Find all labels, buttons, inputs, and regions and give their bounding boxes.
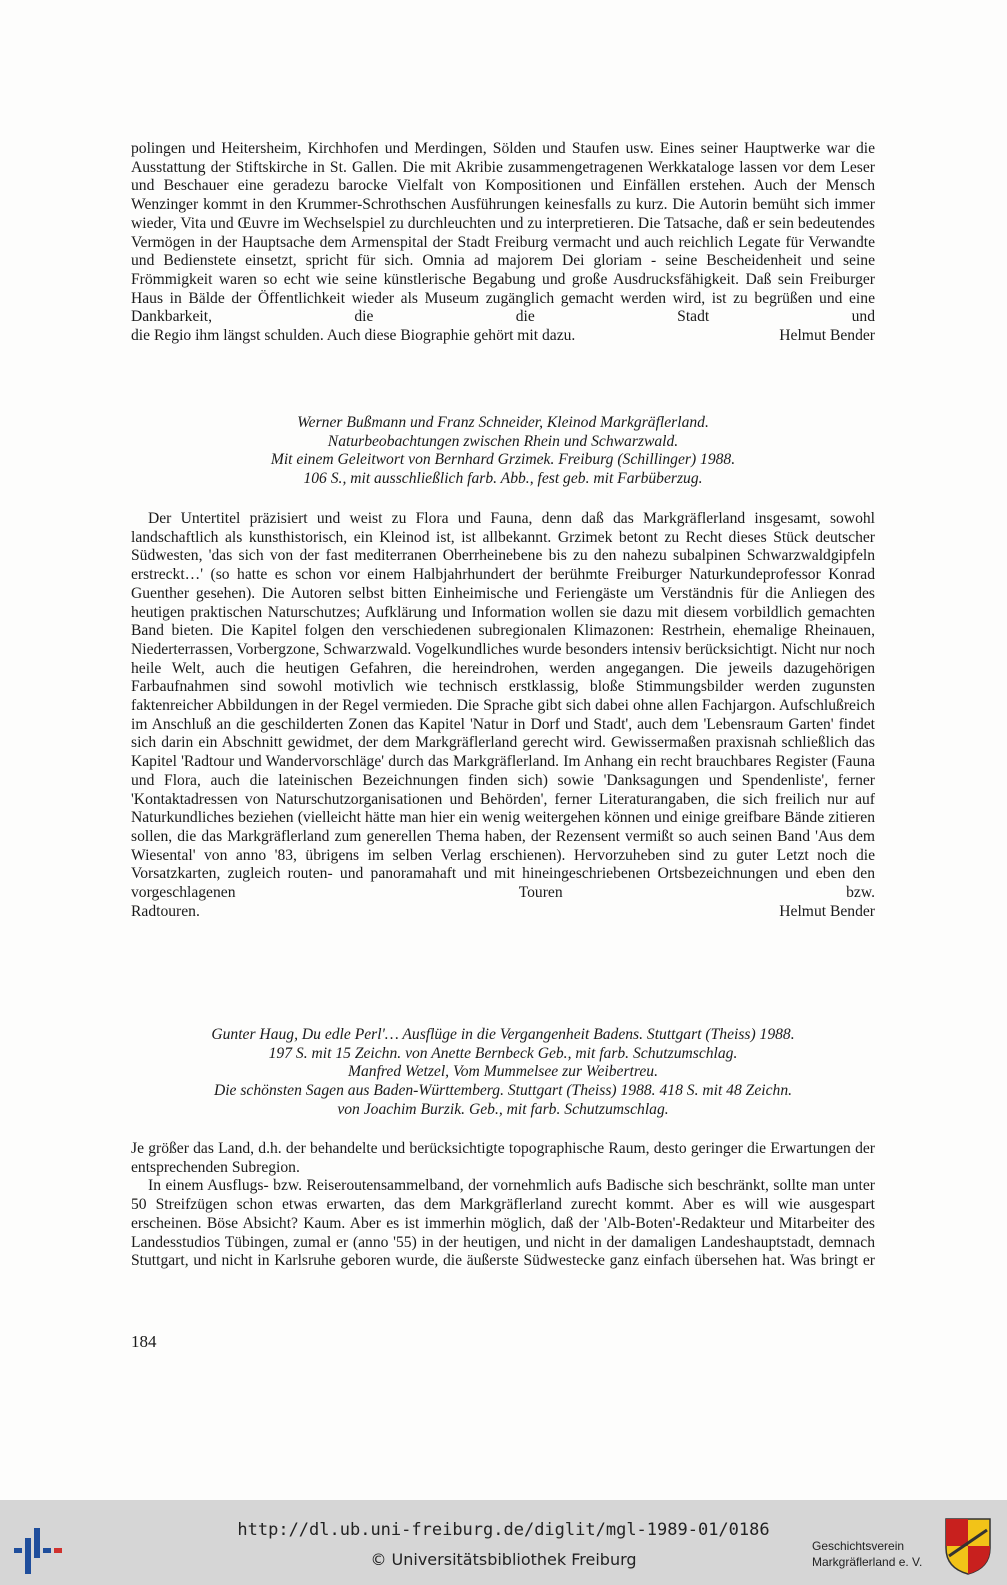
review-2-closing-line: [131, 903, 875, 922]
society-name-line-2: Markgräflerland e. V.: [812, 1555, 923, 1569]
review-1-signature: Helmut Bender: [779, 327, 875, 345]
reference-line: Werner Bußmann und Franz Schneider, Kleinod Markgräflerland.: [297, 414, 709, 431]
page-number: 184: [131, 1332, 157, 1351]
reference-line: Manfred Wetzel, Vom Mummelsee zur Weibertreu.: [348, 1063, 658, 1081]
coat-of-arms-crest-icon[interactable]: [943, 1516, 993, 1576]
review-1-continuation: [131, 140, 875, 346]
reference-line: 197 S. mit 15 Zeichn. von Anette Bernbeck Geb., mit farb. Schutzumschlag.: [268, 1044, 738, 1062]
book-reference-3: [131, 1026, 875, 1120]
reference-line: Gunter Haug, Du edle Perl'… Ausflüge in die Vergangenheit Badens. Stuttgart (Theiss) 1988.: [211, 1026, 795, 1043]
document-url-link[interactable]: http://dl.ub.uni-freiburg.de/diglit/mgl-1989-01/0186: [237, 1520, 770, 1540]
review-3-paragraph-2: In einem Ausflugs- bzw. Reiseroutensammelband, der vornehmlich aufs Badische sich beschränkt, sollte man unter 50 Streifzügen schon etwas erwarten, das dem Markgräflerland zurecht kommt. Aber es will wie ausgespart erscheinen. Böse Absicht? Kaum. Aber es ist immerhin möglich, daß der 'Alb-Boten'-Redakteur und Mitarbeiter des Landesstudios Tübingen, zumal er (anno '55) in der heutigen, und nicht in der damaligen Landeshauptstadt, demnach Stuttgart, und nicht in Karlsruhe geboren wurde, die äußerste Südwestecke ganz einfach übersehen hat. Was bringt er: [131, 1177, 875, 1270]
society-name: [812, 1538, 922, 1570]
reference-line: Mit einem Geleitwort von Bernhard Grzimek. Freiburg (Schillinger) 1988.: [270, 451, 736, 469]
reference-line: Die schönsten Sagen aus Baden-Württemberg. Stuttgart (Theiss) 1988. 418 S. mit 48 Zeichn.: [213, 1082, 793, 1100]
review-1-text: polingen und Heitersheim, Kirchhofen und Merdingen, Sölden und Staufen usw. Eines seiner Hauptwerke war die Ausstattung der Stiftskirche in St. Gallen. Die mit Akribie zusammengetragenen Werkkataloge lassen vor dem Leser und Beschauer eine geradezu barocke Vielfalt von Kompositionen und Einfällen erstehen. Auch der Mensch Wenzinger kommt in den Krummer-Schrothschen Ausführungen keinesfalls zu kurz. Die Autorin bemüht sich immer wieder, Vita und Œuvre im Wechselspiel zu durchleuchten und zu interpretieren. Die Tatsache, daß er sein bedeutendes Vermögen in der Hauptsache dem Armenspital der Stadt Freiburg vermacht und auch reichlich Legate für Verwandte und Bedienstete einsetzt, spricht für sich. Omnia ad majorem Dei gloriam - seine Bescheidenheit und seine Frömmigkeit waren so echt wie seine künstlerische Begabung und große Ausdrucksfähigkeit. Daß sein Freiburger Haus in Bälde der Öffentlichkeit wieder als Museum zugänglich gemacht werden wird, ist zu begrüßen und eine Dankbarkeit, die die Stadt und: [131, 140, 875, 326]
copyright-text: © Universitätsbibliothek Freiburg: [370, 1550, 637, 1569]
review-3: [131, 1140, 875, 1271]
reference-line: 106 S., mit ausschließlich farb. Abb., fest geb. mit Farbüberzug.: [303, 470, 703, 488]
review-2: [131, 510, 875, 921]
review-3-paragraph-1: Je größer das Land, d.h. der behandelte und berücksichtigte topographische Raum, desto geringer die Erwartungen der entsprechenden Subregion.: [131, 1140, 875, 1176]
book-reference-2: [131, 414, 875, 489]
review-1-closing-line: [131, 327, 875, 346]
review-2-signature: Helmut Bender: [779, 902, 875, 920]
review-1-last-line: die Regio ihm längst schulden. Auch diese Biographie gehört mit dazu.: [131, 327, 576, 345]
review-2-last-line: Radtouren.: [131, 902, 200, 920]
reference-line: von Joachim Burzik. Geb., mit farb. Schutzumschlag.: [337, 1100, 669, 1118]
society-name-line-1: Geschichtsverein: [812, 1539, 905, 1553]
footer-bar: [0, 1500, 1007, 1585]
review-2-text: Der Untertitel präzisiert und weist zu Flora und Fauna, denn daß das Markgräflerland insgesamt, sowohl landschaftlich als kunsthistorisch, ein Kleinod ist, ist allbekannt. Grzimek betont zu Recht dieses Stück deutscher Südwesten, 'das sich von der fast mediterranen Oberrheinebene bis zu den nahezu subalpinen Schwarzwaldgipfeln erstreckt…' (so hatte es schon vor einem Halbjahrhundert der berühmte Freiburger Naturkundeprofessor Konrad Guenther gesehen). Die Autoren selbst bitten Einheimische und Feriengäste um Verständnis für die Anliegen des heutigen praktischen Naturschutzes; Aufklärung und Information wollen sie dazu mit diesem vorbildlich gemachten Band bieten. Die Kapitel folgen den verschiedenen subregionalen Klimazonen: Restrhein, ehemalige Rheinauen, Niederterrassen, Vorbergzone, Schwarzwald. Vogelkundliches wurde besonders intensiv berücksichtigt. Nicht nur noch heile Welt, auch die heutigen Gefahren, die hereindrohen, werden angegangen. Die jeweils dazugehörigen Farbaufnahmen sind sowohl motivlich wie technisch erstklassig, bloße Stimmungsbilder werden zugunsten faktenreicher Abbildungen in der Regel vermieden. Die Sprache gibt sich dabei ohne allen Fachjargon. Aufschlußreich im Anschluß an die geschilderten Zonen das Kapitel 'Natur in Dorf und Stadt', auch dem 'Lebensraum Garten' findet sich darin ein Abschnitt gewidmet, der dem Markgräflerland gerecht wird. Gewissermaßen praxisnah schließlich das Kapitel 'Radtour und Wandervorschläge' durch das Markgräflerland. Im Anhang ein recht brauchbares Register (Fauna und Flora, auch die lateinischen Bezeichnungen finden sich) sowie 'Danksagungen und Spendenliste', ferner 'Kontaktadressen von Naturschutzorganisationen und Behörden', ferner Literaturangaben, die sich freilich nur auf Naturkundliches beziehen (vielleicht hätte man hier ein wenig weitergehen können und einige greifbare Bände zitieren sollen, die das Markgräflerland zum generellen Thema haben, der Rezensent vermißt so auch seinen Band 'Aus dem Wiesental' von anno '83, übrigens im selben Verlag erschienen). Hervorzuheben sind zu guter Letzt noch die Vorsatzkarten, zugleich routen- und panoramahaft und mit hineingeschriebenen Ortsbezeichnungen und eben den vorgeschlagenen Touren bzw.: [131, 510, 875, 902]
reference-line: Naturbeobachtungen zwischen Rhein und Schwarzwald.: [327, 432, 679, 450]
